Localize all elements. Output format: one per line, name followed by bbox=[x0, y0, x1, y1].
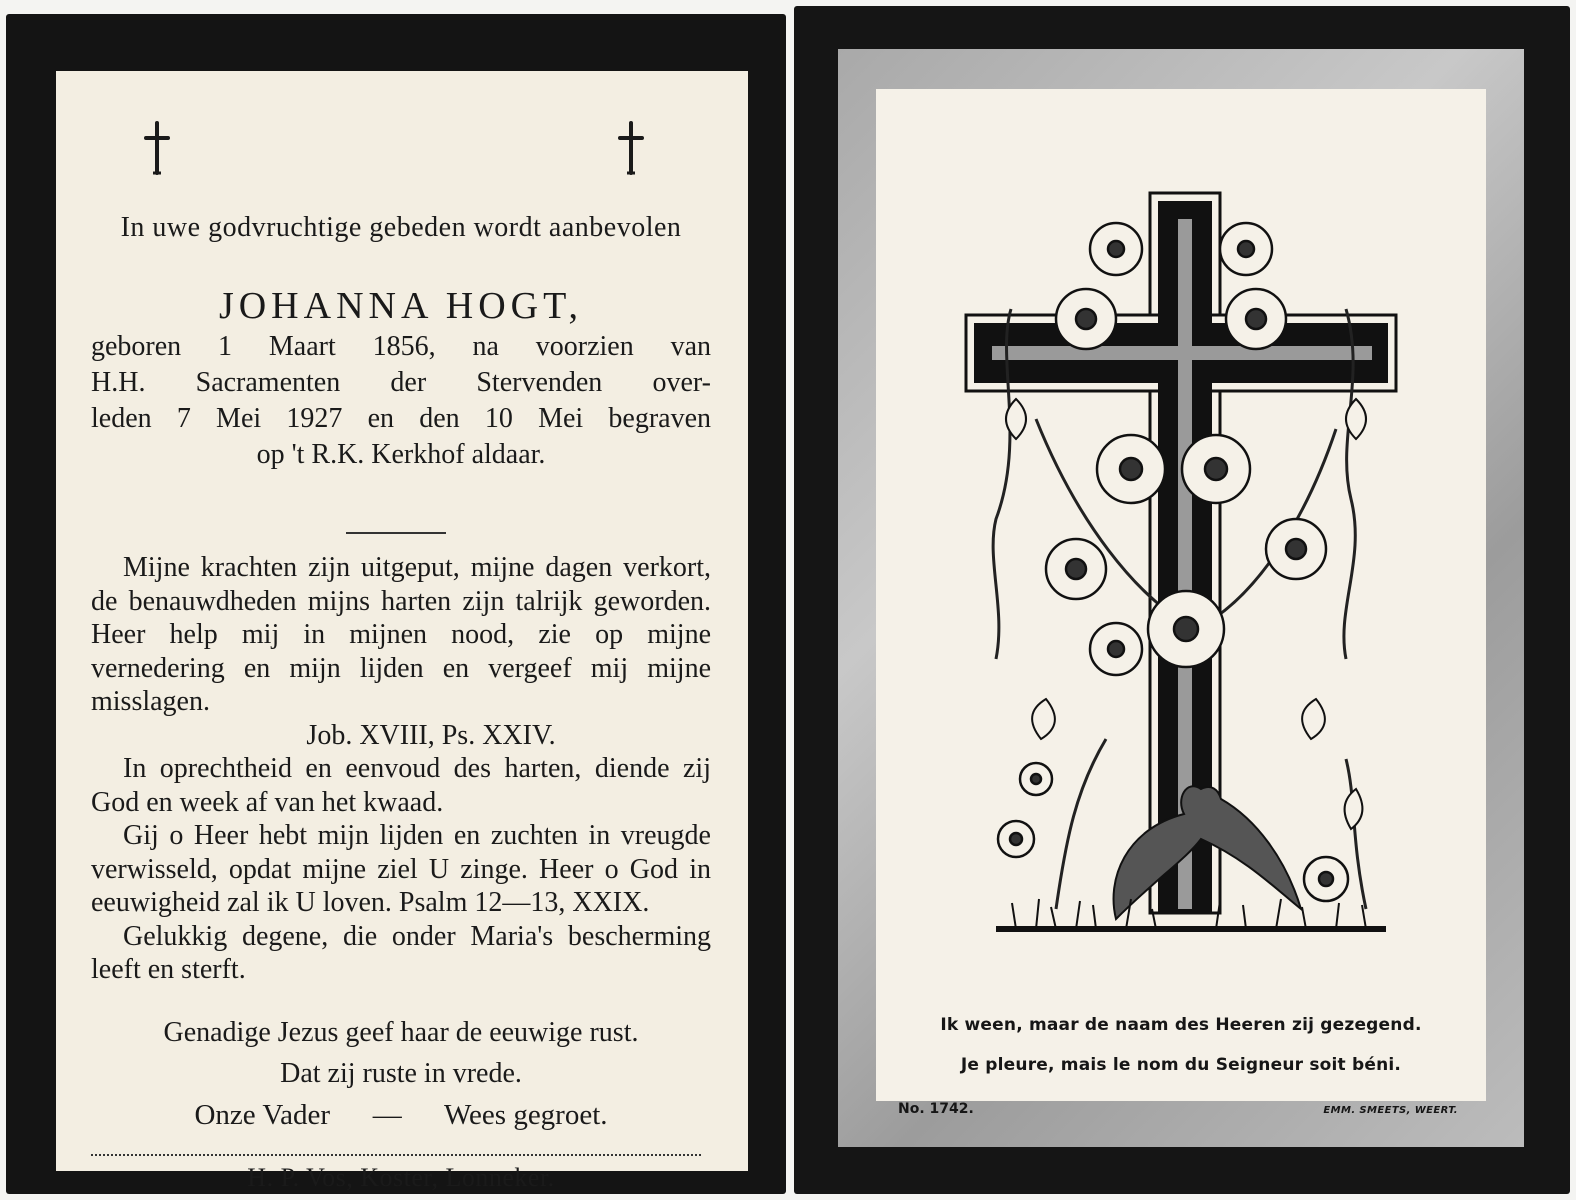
flower-icon bbox=[998, 821, 1034, 857]
flower-icon bbox=[1056, 289, 1116, 349]
flower-icon bbox=[1097, 435, 1165, 503]
caption-french: Je pleure, mais le nom du Seigneur soit béni. bbox=[960, 1055, 1402, 1075]
bio-line: geboren 1 Maart 1856, na voorzien van bbox=[91, 331, 711, 362]
bio-line: H.H. Sacramenten der Stervenden over- bbox=[91, 367, 711, 398]
flower-icon bbox=[1020, 763, 1052, 795]
flower-icon bbox=[1182, 435, 1250, 503]
prayer-line bbox=[91, 1098, 711, 1132]
bio-line: leden 7 Mei 1927 en den 10 Mei begraven bbox=[91, 403, 711, 434]
flower-icon bbox=[1090, 623, 1142, 675]
flower-icon bbox=[1220, 223, 1272, 275]
prayer-line: Genadige Jezus geef haar de eeuwige rust. bbox=[163, 1017, 639, 1048]
divider bbox=[346, 532, 446, 534]
card-paper bbox=[876, 89, 1486, 1117]
crosses-row bbox=[56, 121, 748, 181]
verse-paragraph: Gelukkig degene, die onder Maria's bescherming leeft en sterft. bbox=[91, 920, 711, 985]
flower-icon bbox=[1090, 223, 1142, 275]
card-paper bbox=[56, 71, 748, 1192]
prayer-line: Dat zij ruste in vrede. bbox=[280, 1058, 522, 1089]
intro-text: In uwe godvruchtige gebeden wordt aanbevolen bbox=[120, 212, 682, 243]
silver-frame bbox=[838, 49, 1524, 1147]
verse-paragraph: In oprechtheid en eenvoud des harten, diende zij God en week af van het kwaad. bbox=[91, 753, 711, 818]
flower-icon bbox=[1266, 519, 1326, 579]
scripture-verses bbox=[91, 551, 711, 987]
prayer-hail-mary: Wees gegroet. bbox=[443, 1099, 608, 1131]
verse-paragraph: Gij o Heer hebt mijn lijden en zuchten in vreugde verwisseld, opdat mijne ziel U zinge. Heer o God in eeuwigheid zal ik U loven. Psalm 12—13, XXIX. bbox=[91, 820, 711, 918]
flower-icon bbox=[1148, 591, 1224, 667]
printer-credit: H. P. Vos, Koster, Lonneker. bbox=[247, 1163, 555, 1192]
verse-reference: Job. XVIII, Ps. XXIV. bbox=[306, 719, 556, 751]
memorial-card-text-side bbox=[6, 14, 786, 1194]
biography bbox=[91, 329, 711, 473]
cross-icon bbox=[142, 121, 172, 175]
bio-line: op 't R.K. Kerkhof aldaar. bbox=[256, 439, 546, 470]
deceased-name: JOHANNA HOGT, bbox=[218, 285, 584, 327]
flower-icon bbox=[1226, 289, 1286, 349]
dotted-divider bbox=[91, 1154, 701, 1156]
cross-with-flowers-and-dove-illustration bbox=[956, 139, 1416, 959]
card-number: No. 1742. bbox=[898, 1101, 974, 1117]
prayer-separator: — bbox=[372, 1099, 402, 1131]
flower-icon bbox=[1046, 539, 1106, 599]
verse-paragraph: Mijne krachten zijn uitgeput, mijne dagen verkort, de benauwdheden mijns harten zijn talrijk geworden. Heer help mij in mijnen nood, zie op mijne vernedering en mijn lijden en vergeef mij mijne misslagen. bbox=[91, 552, 711, 717]
cross-icon bbox=[616, 121, 646, 175]
caption-dutch: Ik ween, maar de naam des Heeren zij gezegend. bbox=[940, 1015, 1422, 1035]
prayer-our-father: Onze Vader bbox=[194, 1099, 330, 1131]
printer-credit: EMM. SMEETS, WEERT. bbox=[1323, 1105, 1458, 1116]
flower-icon bbox=[1304, 857, 1348, 901]
memorial-card-image-side bbox=[794, 6, 1570, 1194]
